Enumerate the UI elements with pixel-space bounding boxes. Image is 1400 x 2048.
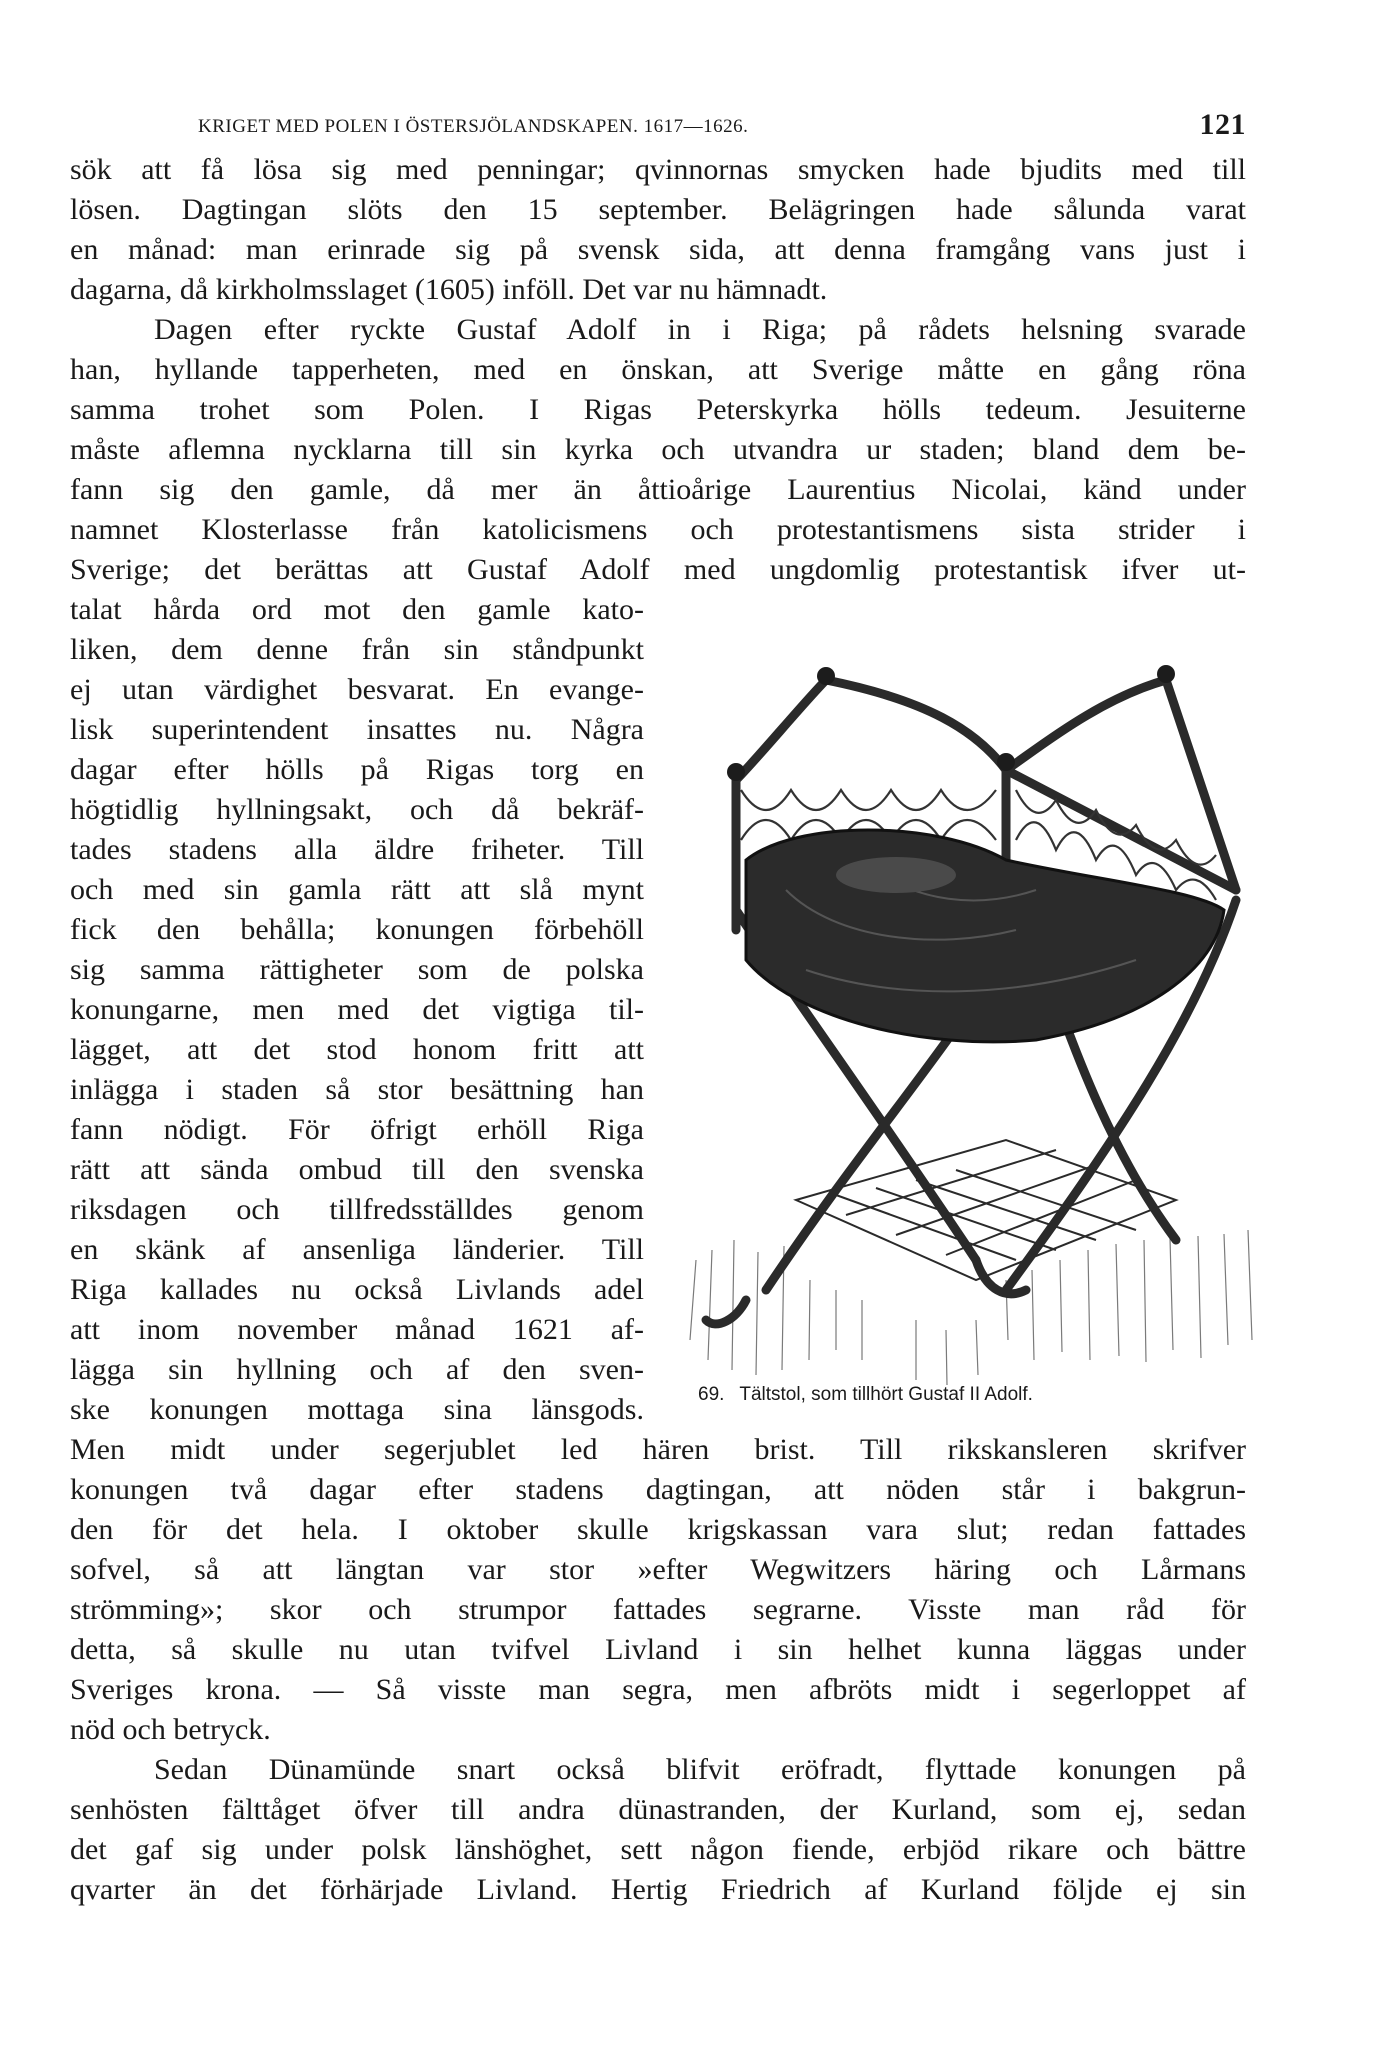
text-line: talat hårda ord mot den gamle kato- <box>70 593 644 626</box>
text-line: och med sin gamla rätt att slå mynt <box>70 873 644 906</box>
figure-number: 69. <box>698 1384 725 1405</box>
text-line: ej utan värdighet besvarat. En evange- <box>70 673 644 706</box>
text-line: lägget, att det stod honom fritt att <box>70 1033 644 1066</box>
text-line: fann sig den gamle, då mer än åttioårige Laurentius Nicolai, känd under <box>70 473 1246 506</box>
text-line: inlägga i staden så stor besättning han <box>70 1073 644 1106</box>
cushion-highlight <box>836 857 956 893</box>
text-line: ske konungen mottaga sina länsgods. <box>70 1393 644 1426</box>
text-line: liken, dem denne från sin ståndpunkt <box>70 633 644 666</box>
text-line: qvarter än det förhärjade Livland. Hertig Friedrich af Kurland följde ej sin <box>70 1873 1246 1906</box>
text-line: Sveriges krona. — Så visste man segra, men afbröts midt i segerloppet af <box>70 1673 1246 1706</box>
figure-caption-text: Tältstol, som tillhört Gustaf II Adolf. <box>739 1384 1033 1405</box>
text-line: sök att få lösa sig med penningar; qvinnornas smycken hade bjudits med till <box>70 153 1246 186</box>
text-line: rätt att sända ombud till den svenska <box>70 1153 644 1186</box>
text-line: strömming»; skor och strumpor fattades segrarne. Visste man råd för <box>70 1593 1246 1626</box>
text-line: Riga kallades nu också Livlands adel <box>70 1273 644 1306</box>
text-line: en månad: man erinrade sig på svensk sida, att denna framgång vans just i <box>70 233 1246 266</box>
text-line: sofvel, så att längtan var stor »efter Wegwitzers häring och Lårmans <box>70 1553 1246 1586</box>
text-line: Sedan Dünamünde snart också blifvit eröfradt, flyttade konungen på <box>154 1753 1246 1786</box>
text-line: Sverige; det berättas att Gustaf Adolf med ungdomlig protestantisk ifver ut- <box>70 553 1246 586</box>
text-line: dagar efter hölls på Rigas torg en <box>70 753 644 786</box>
text-line: det gaf sig under polsk länshöghet, sett någon fiende, erbjöd rikare och bättre <box>70 1833 1246 1866</box>
text-line: fick den behålla; konungen förbehöll <box>70 913 644 946</box>
text-line: konungarne, men med det vigtiga til- <box>70 993 644 1026</box>
text-line: detta, så skulle nu utan tvifvel Livland i sin helhet kunna läggas under <box>70 1633 1246 1666</box>
text-line: fann nödigt. För öfrigt erhöll Riga <box>70 1113 644 1146</box>
text-line: en skänk af ansenliga länderier. Till <box>70 1233 644 1266</box>
text-line: tades stadens alla äldre friheter. Till <box>70 833 644 866</box>
text-line: han, hyllande tapperheten, med en önskan, att Sverige måtte en gång röna <box>70 353 1246 386</box>
figure-caption <box>698 1384 1258 1406</box>
text-line: senhösten fälttåget öfver till andra dünastranden, der Kurland, som ej, sedan <box>70 1793 1246 1826</box>
folding-chair-engraving-icon <box>676 640 1266 1400</box>
text-line: sig samma rättigheter som de polska <box>70 953 644 986</box>
text-line: Men midt under segerjublet led hären brist. Till rikskansleren skrifver <box>70 1433 1246 1466</box>
text-line: dagarna, då kirkholmsslaget (1605) inföll. Det var nu hämnadt. <box>70 273 828 306</box>
text-line: att inom november månad 1621 af- <box>70 1313 644 1346</box>
running-title: KRIGET MED POLEN I ÖSTERSJÖLANDSKAPEN. 1617—1626. <box>198 116 749 137</box>
text-line: lägga sin hyllning och af den sven- <box>70 1353 644 1386</box>
text-line: konungen två dagar efter stadens dagtingan, att nöden står i bakgrun- <box>70 1473 1246 1506</box>
text-line: namnet Klosterlasse från katolicismens och protestantismens sista strider i <box>70 513 1246 546</box>
text-line: riksdagen och tillfredsställdes genom <box>70 1193 644 1226</box>
text-line: den för det hela. I oktober skulle krigskassan vara slut; redan fattades <box>70 1513 1246 1546</box>
page-number: 121 <box>1199 108 1246 141</box>
page-header <box>70 108 1246 142</box>
text-line: måste aflemna nycklarna till sin kyrka och utvandra ur staden; bland dem be- <box>70 433 1246 466</box>
text-line: Dagen efter ryckte Gustaf Adolf in i Riga; på rådets helsning svarade <box>154 313 1246 346</box>
text-line: lösen. Dagtingan slöts den 15 september. Belägringen hade sålunda varat <box>70 193 1246 226</box>
text-line: högtidlig hyllningsakt, och då bekräf- <box>70 793 644 826</box>
text-line: lisk superintendent insattes nu. Några <box>70 713 644 746</box>
text-line: nöd och betryck. <box>70 1713 271 1746</box>
text-line: samma trohet som Polen. I Rigas Peterskyrka hölls tedeum. Jesuiterne <box>70 393 1246 426</box>
